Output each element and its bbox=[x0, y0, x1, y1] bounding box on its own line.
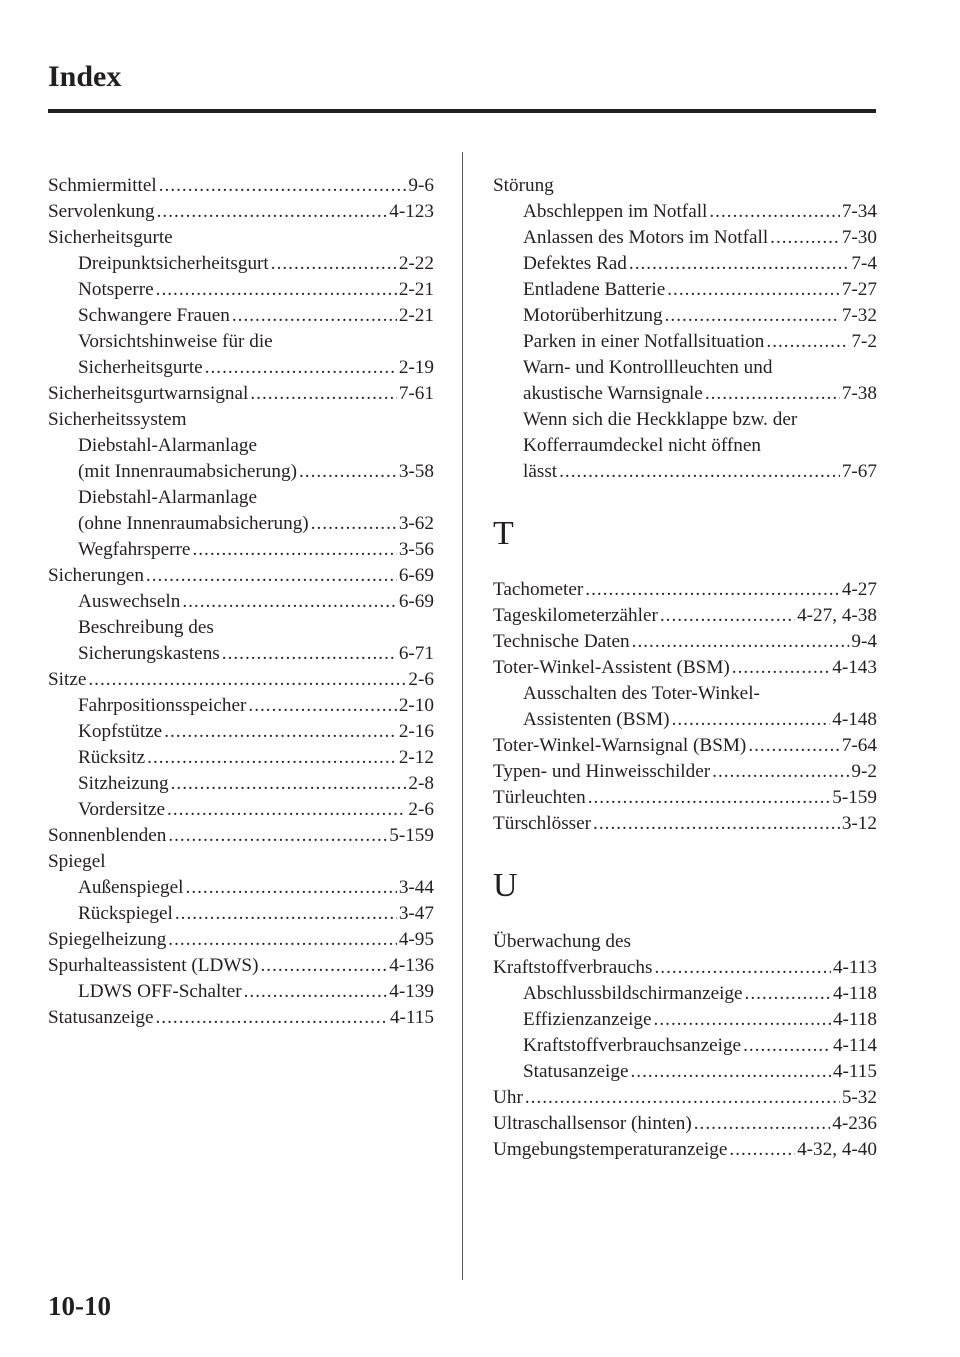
dot-leader bbox=[629, 251, 850, 277]
entry-page-ref: 3-56 bbox=[398, 539, 434, 560]
dot-leader bbox=[299, 459, 397, 485]
index-entry bbox=[493, 811, 877, 837]
entry-page-ref: 4-27 bbox=[841, 579, 877, 600]
index-subentry bbox=[493, 459, 877, 485]
dot-leader bbox=[654, 1007, 831, 1033]
index-subentry bbox=[48, 303, 434, 329]
entry-label: Statusanzeige bbox=[48, 1007, 154, 1028]
entry-label: Türschlösser bbox=[493, 813, 592, 834]
dot-leader bbox=[168, 823, 387, 849]
entry-label: Warn- und Kontrollleuchten und bbox=[523, 357, 773, 378]
index-subentry bbox=[493, 1059, 877, 1085]
entry-label: Uhr bbox=[493, 1087, 523, 1108]
index-subentry bbox=[493, 225, 877, 251]
dot-leader bbox=[88, 667, 406, 693]
entry-page-ref: 4-115 bbox=[389, 1007, 434, 1028]
dot-leader bbox=[654, 955, 830, 981]
entry-label: Kraftstoffverbrauchs bbox=[493, 957, 653, 978]
index-subentry bbox=[493, 981, 877, 1007]
entry-label: Tageskilometerzähler bbox=[493, 605, 658, 626]
entry-page-ref: 9-4 bbox=[851, 631, 877, 652]
entry-page-ref: 7-38 bbox=[841, 383, 877, 404]
entry-label: akustische Warnsignale bbox=[523, 383, 703, 404]
entry-page-ref: 6-69 bbox=[398, 565, 434, 586]
entry-page-ref: 4-139 bbox=[389, 981, 434, 1002]
dot-leader bbox=[709, 199, 839, 225]
dot-leader bbox=[205, 355, 397, 381]
index-subentry bbox=[493, 251, 877, 277]
entry-label: Ultraschallsensor (hinten) bbox=[493, 1113, 692, 1134]
index-subentry bbox=[48, 875, 434, 901]
index-subentry bbox=[48, 641, 434, 667]
entry-page-ref: 6-71 bbox=[398, 643, 434, 664]
entry-label: Sicherheitsgurtwarnsignal bbox=[48, 383, 249, 404]
index-entry bbox=[48, 199, 434, 225]
dot-leader bbox=[705, 381, 840, 407]
entry-label: Sicherungskastens bbox=[78, 643, 220, 664]
entry-page-ref: 7-4 bbox=[851, 253, 877, 274]
entry-label: Entladene Batterie bbox=[523, 279, 666, 300]
entry-label: Spurhalteassistent (LDWS) bbox=[48, 955, 259, 976]
dot-leader bbox=[665, 303, 840, 329]
dot-leader bbox=[660, 603, 795, 629]
entry-label: Vordersitze bbox=[78, 799, 166, 820]
entry-page-ref: 2-6 bbox=[408, 799, 434, 820]
entry-label: Wenn sich die Heckklappe bzw. der bbox=[523, 409, 798, 430]
dot-leader bbox=[271, 251, 397, 277]
entry-label: Anlassen des Motors im Notfall bbox=[523, 227, 769, 248]
index-entry bbox=[493, 655, 877, 681]
entry-label: Sitze bbox=[48, 669, 87, 690]
dot-leader bbox=[232, 303, 397, 329]
entry-label: Technische Daten bbox=[493, 631, 630, 652]
entry-label: Sicherungen bbox=[48, 565, 144, 586]
entry-label: Diebstahl-Alarmanlage bbox=[78, 487, 258, 508]
entry-page-ref: 3-44 bbox=[398, 877, 434, 898]
dot-leader bbox=[244, 979, 388, 1005]
index-subentry bbox=[493, 433, 877, 459]
index-entry bbox=[493, 929, 877, 955]
index-subentry bbox=[493, 407, 877, 433]
dot-leader bbox=[732, 655, 830, 681]
index-subentry bbox=[493, 329, 877, 355]
dot-leader bbox=[770, 225, 840, 251]
entry-label: Fahrpositionsspeicher bbox=[78, 695, 247, 716]
entry-page-ref: 4-32, 4-40 bbox=[797, 1139, 877, 1160]
entry-label: LDWS OFF-Schalter bbox=[78, 981, 242, 1002]
dot-leader bbox=[222, 641, 397, 667]
index-subentry bbox=[48, 251, 434, 277]
index-subentry bbox=[493, 303, 877, 329]
index-entry bbox=[493, 603, 877, 629]
entry-label: Außenspiegel bbox=[78, 877, 184, 898]
dot-leader bbox=[192, 537, 396, 563]
dot-leader bbox=[743, 1033, 831, 1059]
dot-leader bbox=[248, 693, 396, 719]
entry-page-ref: 2-10 bbox=[398, 695, 434, 716]
dot-leader bbox=[729, 1137, 795, 1163]
index-entry bbox=[493, 629, 877, 655]
page-title: Index bbox=[48, 60, 122, 93]
entry-page-ref: 9-2 bbox=[851, 761, 877, 782]
dot-leader bbox=[525, 1085, 840, 1111]
entry-label: Türleuchten bbox=[493, 787, 586, 808]
entry-label: Vorsichtshinweise für die bbox=[78, 331, 273, 352]
entry-label: Sicherheitssystem bbox=[48, 409, 187, 430]
index-entry bbox=[48, 849, 434, 875]
entry-label: Abschlussbildschirmanzeige bbox=[523, 983, 743, 1004]
dot-leader bbox=[156, 277, 397, 303]
index-entry bbox=[493, 1111, 877, 1137]
entry-page-ref: 3-58 bbox=[398, 461, 434, 482]
entry-label: Kopfstütze bbox=[78, 721, 163, 742]
index-entry bbox=[48, 667, 434, 693]
entry-page-ref: 5-159 bbox=[389, 825, 434, 846]
dot-leader bbox=[186, 875, 397, 901]
index-subentry bbox=[48, 459, 434, 485]
index-entry bbox=[493, 955, 877, 981]
dot-leader bbox=[167, 797, 406, 823]
page-number: 10-10 bbox=[48, 1291, 111, 1321]
index-subentry bbox=[48, 329, 434, 355]
entry-page-ref: 7-30 bbox=[841, 227, 877, 248]
index-subentry bbox=[48, 901, 434, 927]
right-column bbox=[493, 173, 877, 1163]
dot-leader bbox=[712, 759, 849, 785]
entry-label: Spiegel bbox=[48, 851, 106, 872]
entry-label: Schmiermittel bbox=[48, 175, 157, 196]
dot-leader bbox=[146, 563, 397, 589]
index-subentry bbox=[493, 277, 877, 303]
entry-page-ref: 2-6 bbox=[408, 669, 434, 690]
entry-label: Rückspiegel bbox=[78, 903, 173, 924]
entry-label: Umgebungstemperaturanzeige bbox=[493, 1139, 728, 1160]
entry-page-ref: 7-2 bbox=[851, 331, 877, 352]
entry-label: Abschleppen im Notfall bbox=[523, 201, 708, 222]
entry-page-ref: 2-12 bbox=[398, 747, 434, 768]
index-entry bbox=[48, 407, 434, 433]
entry-label: Toter-Winkel-Assistent (BSM) bbox=[493, 657, 730, 678]
entry-label: Servolenkung bbox=[48, 201, 155, 222]
entry-label: Notsperre bbox=[78, 279, 154, 300]
column-divider bbox=[462, 152, 463, 1280]
entry-page-ref: 4-118 bbox=[832, 1009, 877, 1030]
entry-page-ref: 4-27, 4-38 bbox=[797, 605, 877, 626]
entry-label: Defektes Rad bbox=[523, 253, 627, 274]
entry-label: Sitzheizung bbox=[78, 773, 169, 794]
entry-page-ref: 4-118 bbox=[832, 983, 877, 1004]
entry-label: Sonnenblenden bbox=[48, 825, 167, 846]
index-entry bbox=[48, 563, 434, 589]
entry-page-ref: 4-113 bbox=[832, 957, 877, 978]
entry-page-ref: 2-21 bbox=[398, 279, 434, 300]
section-letter-t: T bbox=[493, 515, 514, 552]
dot-leader bbox=[159, 173, 407, 199]
index-subentry bbox=[493, 1033, 877, 1059]
index-entry bbox=[493, 173, 877, 199]
entry-label: Toter-Winkel-Warnsignal (BSM) bbox=[493, 735, 747, 756]
index-subentry bbox=[48, 355, 434, 381]
index-subentry bbox=[48, 537, 434, 563]
entry-page-ref: 3-47 bbox=[398, 903, 434, 924]
entry-page-ref: 4-148 bbox=[832, 709, 877, 730]
dot-leader bbox=[631, 1059, 831, 1085]
index-entry bbox=[48, 225, 434, 251]
index-entry bbox=[493, 577, 877, 603]
entry-page-ref: 4-143 bbox=[832, 657, 877, 678]
index-subentry bbox=[48, 693, 434, 719]
index-subentry bbox=[493, 355, 877, 381]
entry-label: Beschreibung des bbox=[78, 617, 214, 638]
index-entry bbox=[493, 733, 877, 759]
entry-page-ref: 3-12 bbox=[841, 813, 877, 834]
section-s-continued bbox=[493, 173, 877, 485]
entry-label: Statusanzeige bbox=[523, 1061, 629, 1082]
dot-leader bbox=[250, 381, 396, 407]
entry-label: Kraftstoffverbrauchsanzeige bbox=[523, 1035, 742, 1056]
dot-leader bbox=[593, 811, 840, 837]
entry-page-ref: 2-21 bbox=[398, 305, 434, 326]
index-entry bbox=[493, 1085, 877, 1111]
section-u-entries bbox=[493, 929, 877, 1163]
index-entry bbox=[493, 759, 877, 785]
entry-label: Tachometer bbox=[493, 579, 584, 600]
index-entry bbox=[48, 823, 434, 849]
entry-label: Wegfahrsperre bbox=[78, 539, 191, 560]
entry-page-ref: 7-61 bbox=[398, 383, 434, 404]
entry-page-ref: 4-123 bbox=[389, 201, 434, 222]
index-subentry bbox=[48, 277, 434, 303]
entry-label: Schwangere Frauen bbox=[78, 305, 230, 326]
dot-leader bbox=[632, 629, 850, 655]
entry-page-ref: 2-22 bbox=[398, 253, 434, 274]
entry-page-ref: 5-32 bbox=[841, 1087, 877, 1108]
dot-leader bbox=[588, 785, 831, 811]
dot-leader bbox=[311, 511, 397, 537]
entry-page-ref: 7-32 bbox=[841, 305, 877, 326]
entry-label: Diebstahl-Alarmanlage bbox=[78, 435, 258, 456]
index-entry bbox=[493, 785, 877, 811]
index-subentry bbox=[48, 979, 434, 1005]
entry-page-ref: 2-8 bbox=[408, 773, 434, 794]
index-subentry bbox=[493, 199, 877, 225]
index-subentry bbox=[48, 771, 434, 797]
index-entry bbox=[48, 381, 434, 407]
entry-page-ref: 2-19 bbox=[398, 357, 434, 378]
entry-label: Sicherheitsgurte bbox=[48, 227, 173, 248]
dot-leader bbox=[171, 771, 407, 797]
index-subentry bbox=[48, 797, 434, 823]
index-entry bbox=[48, 173, 434, 199]
index-subentry bbox=[493, 381, 877, 407]
entry-label: Assistenten (BSM) bbox=[523, 709, 670, 730]
index-subentry bbox=[48, 615, 434, 641]
entry-label: Motorüberhitzung bbox=[523, 305, 663, 326]
left-column bbox=[48, 173, 434, 1031]
index-entry bbox=[48, 953, 434, 979]
dot-leader bbox=[182, 589, 397, 615]
entry-page-ref: 7-34 bbox=[841, 201, 877, 222]
entry-label: Überwachung des bbox=[493, 931, 631, 952]
entry-page-ref: 4-114 bbox=[832, 1035, 877, 1056]
index-subentry bbox=[48, 433, 434, 459]
dot-leader bbox=[559, 459, 840, 485]
dot-leader bbox=[748, 733, 840, 759]
header-rule bbox=[48, 109, 876, 113]
entry-label: Rücksitz bbox=[78, 747, 146, 768]
entry-page-ref: 4-115 bbox=[832, 1061, 877, 1082]
entry-page-ref: 7-27 bbox=[841, 279, 877, 300]
index-subentry bbox=[48, 511, 434, 537]
entry-page-ref: 4-95 bbox=[398, 929, 434, 950]
index-subentry bbox=[493, 707, 877, 733]
index-entry bbox=[48, 1005, 434, 1031]
entry-page-ref: 7-67 bbox=[841, 461, 877, 482]
entry-page-ref: 7-64 bbox=[841, 735, 877, 756]
entry-label: Effizienzanzeige bbox=[523, 1009, 652, 1030]
dot-leader bbox=[745, 981, 831, 1007]
index-subentry bbox=[48, 719, 434, 745]
entry-page-ref: 9-6 bbox=[408, 175, 434, 196]
index-subentry bbox=[48, 589, 434, 615]
entry-label: (ohne Innenraumabsicherung) bbox=[78, 513, 309, 534]
entry-label: Spiegelheizung bbox=[48, 929, 167, 950]
index-entry bbox=[48, 927, 434, 953]
dot-leader bbox=[667, 277, 840, 303]
entry-page-ref: 6-69 bbox=[398, 591, 434, 612]
entry-label: Ausschalten des Toter-Winkel- bbox=[523, 683, 760, 704]
entry-page-ref: 3-62 bbox=[398, 513, 434, 534]
section-letter-u: U bbox=[493, 867, 518, 904]
entry-page-ref: 5-159 bbox=[832, 787, 877, 808]
entry-page-ref: 4-236 bbox=[832, 1113, 877, 1134]
entry-page-ref: 2-16 bbox=[398, 721, 434, 742]
section-t-entries bbox=[493, 577, 877, 837]
entry-label: Dreipunktsicherheitsgurt bbox=[78, 253, 269, 274]
dot-leader bbox=[585, 577, 840, 603]
dot-leader bbox=[261, 953, 388, 979]
index-subentry bbox=[48, 485, 434, 511]
dot-leader bbox=[168, 927, 397, 953]
entry-label: Kofferraumdeckel nicht öffnen bbox=[523, 435, 761, 456]
dot-leader bbox=[175, 901, 397, 927]
entry-label: Typen- und Hinweisschilder bbox=[493, 761, 711, 782]
entry-label: Störung bbox=[493, 175, 554, 196]
index-subentry bbox=[48, 745, 434, 771]
entry-page-ref: 4-136 bbox=[389, 955, 434, 976]
dot-leader bbox=[672, 707, 831, 733]
entry-label: (mit Innenraumabsicherung) bbox=[78, 461, 297, 482]
index-subentry bbox=[493, 681, 877, 707]
dot-leader bbox=[156, 1005, 388, 1031]
index-entry bbox=[493, 1137, 877, 1163]
entry-label: Sicherheitsgurte bbox=[78, 357, 203, 378]
entry-label: Auswechseln bbox=[78, 591, 181, 612]
index-subentry bbox=[493, 1007, 877, 1033]
dot-leader bbox=[694, 1111, 830, 1137]
entry-label: lässt bbox=[523, 461, 558, 482]
dot-leader bbox=[157, 199, 388, 225]
dot-leader bbox=[147, 745, 397, 771]
dot-leader bbox=[766, 329, 849, 355]
entry-label: Parken in einer Notfallsituation bbox=[523, 331, 765, 352]
dot-leader bbox=[164, 719, 397, 745]
